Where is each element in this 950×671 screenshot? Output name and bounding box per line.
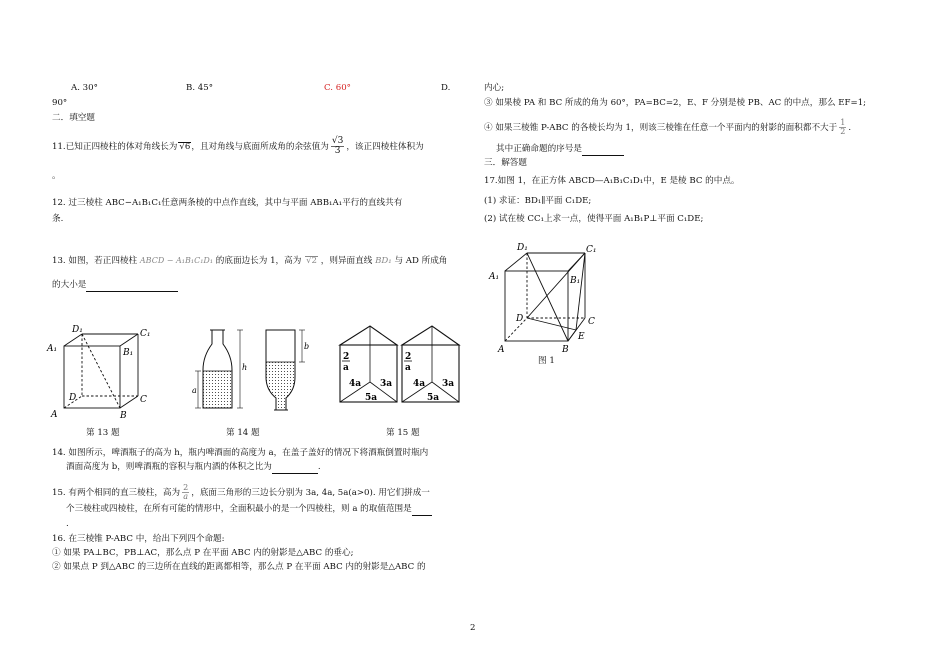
question-16-prop2-cont: 内心; — [484, 83, 505, 93]
question-12-line1: 12. 过三棱柱 ABC−A₁B₁C₁任意两条棱的中点作直线，其中与平面 ABB₁A₁平行的直线共有 — [52, 198, 403, 208]
question-15-line3: . — [66, 519, 69, 529]
choice-d-value: 90° — [52, 98, 68, 108]
section-fill-in-heading: 二．填空题 — [52, 113, 95, 123]
sqrt-6: √6 — [179, 142, 191, 152]
fig13-label-a1: A₁ — [47, 344, 58, 354]
question-15-line1: 15. 有两个相同的直三棱柱，高为 $\frac{2}{a}$ ，底面三角形的三边长分别为 3a, 4a, 5a(a>0). 用它们拼成一 — [52, 483, 430, 501]
fig1-label-a: A — [498, 345, 505, 355]
choice-d: D. — [441, 83, 451, 93]
fig1-label-d: D — [516, 314, 524, 324]
fig15-label-4a-1: 4a — [349, 379, 362, 389]
fig13-label-a: A — [51, 410, 58, 420]
fig15-frac-num-1: 2 — [343, 352, 350, 362]
fig14-label-a: a — [192, 386, 197, 395]
figure-14-bottles — [190, 322, 315, 422]
fig1-label-b1: B₁ — [570, 276, 581, 286]
fig14-label-h: h — [242, 363, 248, 372]
question-11-end: 。 — [52, 171, 61, 181]
page-number: 2 — [470, 623, 476, 633]
fraction-sqrt3-over-3: $\frac{√3}{3}$ — [331, 136, 344, 156]
caption-fig1: 图 1 — [538, 356, 555, 366]
fig15-frac-num-2: 2 — [405, 352, 412, 362]
figure-1-cube — [486, 238, 611, 356]
answer-blank-16 — [582, 145, 624, 156]
fig13-label-c1: C₁ — [140, 329, 151, 339]
fig13-label-d1: D₁ — [72, 325, 83, 335]
question-11: 11.已知正四棱柱的体对角线长为 √6，且对角线与底面所成角的余弦值为 $\frac{√3}{3}$ ，该正四棱柱体积为 — [52, 136, 424, 156]
question-16-intro: 16. 在三棱锥 P-ABC 中，给出下列四个命题: — [52, 534, 225, 544]
fig13-label-b: B — [120, 411, 127, 421]
question-14-line2: 酒面高度为 b，则啤酒瓶的容积与瓶内酒的体积之比为 . — [66, 462, 321, 472]
fig13-label-d: D — [69, 393, 77, 403]
question-14-line1: 14. 如图所示，啤酒瓶子的高为 h，瓶内啤酒面的高度为 a，在盖子盖好的情况下将酒瓶倒置时瓶内 — [52, 448, 429, 458]
sqrt-2: √2 — [306, 256, 318, 266]
fig15-frac-den-2: a — [405, 363, 411, 373]
section-solution-heading: 三．解答题 — [484, 158, 527, 168]
fig1-label-a1: A₁ — [489, 272, 500, 282]
caption-fig13: 第 13 题 — [86, 428, 120, 438]
question-13-line2: 的大小是 — [52, 281, 178, 292]
question-17-sub1: (1) 求证：BD₁∥平面 C₁DE; — [484, 196, 592, 206]
answer-blank-15 — [412, 505, 432, 516]
choice-b: B. 45° — [186, 83, 214, 93]
fig15-label-5a-2: 5a — [427, 393, 440, 403]
fig13-label-c: C — [140, 395, 147, 405]
question-15-line2: 个三棱柱或四棱柱，在所有可能的情形中，全面积最小的是一个四棱柱，则 a 的取值范围是 — [66, 505, 432, 516]
question-13-line1: 13. 如图，若正四棱柱 ABCD − A₁B₁C₁D₁ 的底面边长为 1，高为 √2 ，则异面直线 BD₁ 与 AD 所成角 — [52, 256, 448, 266]
fig15-frac-den-1: a — [343, 363, 349, 373]
figure-13-prism — [44, 322, 154, 422]
fig15-label-5a-1: 5a — [365, 393, 378, 403]
figure-15-prisms — [335, 320, 465, 412]
fig15-label-3a-2: 3a — [442, 379, 455, 389]
question-16-prop3: ③ 如果棱 PA 和 BC 所成的角为 60°，PA=BC=2，E、F 分别是棱 PB、AC 的中点，那么 EF=1; — [484, 98, 867, 108]
fig1-label-e: E — [578, 332, 585, 342]
question-16-prop4: ④ 如果三棱锥 P-ABC 的各棱长均为 1，则该三棱锥在任意一个平面内的射影的面积都不大于 $\frac{1}{2}$ . — [484, 118, 852, 136]
fig13-label-b1: B₁ — [123, 348, 134, 358]
question-17-sub2: (2) 试在棱 CC₁上求一点，使得平面 A₁B₁P⊥平面 C₁DE; — [484, 214, 704, 224]
fraction-1-over-2: $\frac{1}{2}$ — [840, 118, 846, 136]
fraction-2-over-a: $\frac{2}{a}$ — [183, 483, 189, 501]
caption-fig15: 第 15 题 — [386, 428, 420, 438]
fig1-label-c: C — [588, 317, 595, 327]
question-16-prop1: ① 如果 PA⊥BC，PB⊥AC，那么点 P 在平面 ABC 内的射影是△ABC 的垂心; — [52, 548, 354, 558]
question-16-prop2: ② 如果点 P 到△ABC 的三边所在直线的距离都相等，那么点 P 在平面 ABC 内的射影是△ABC 的 — [52, 562, 426, 572]
question-16-answer: 其中正确命题的序号是 — [496, 145, 624, 156]
fig1-label-d1: D₁ — [517, 243, 528, 253]
fig15-label-3a-1: 3a — [380, 379, 393, 389]
fig15-label-4a-2: 4a — [413, 379, 426, 389]
answer-blank-13 — [86, 281, 178, 292]
fig1-label-b: B — [562, 345, 569, 355]
question-17-stem: 17.如图 1，在正方体 ABCD—A₁B₁C₁D₁中，E 是棱 BC 的中点。 — [484, 176, 740, 186]
caption-fig14: 第 14 题 — [226, 428, 260, 438]
question-12-line2: 条. — [52, 214, 64, 224]
choice-a: A. 30° — [71, 83, 98, 93]
fig1-label-c1: C₁ — [586, 245, 597, 255]
choice-c: C. 60° — [324, 83, 351, 93]
answer-blank-14 — [272, 463, 318, 474]
fig14-label-b: b — [304, 342, 310, 351]
